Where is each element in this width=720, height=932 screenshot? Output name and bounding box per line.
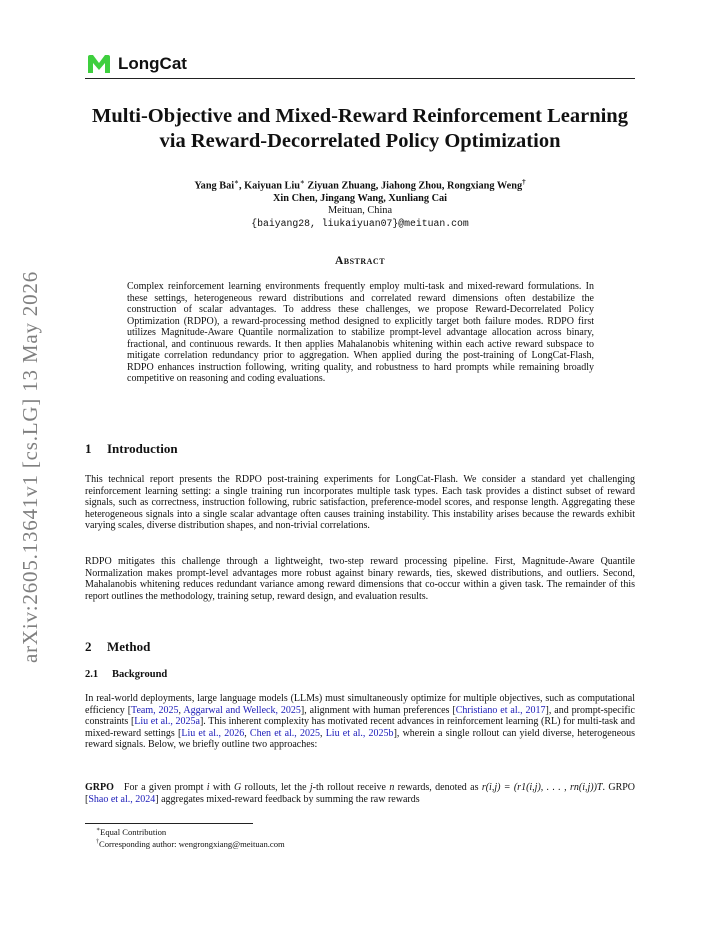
longcat-logo-icon	[86, 54, 112, 74]
logo-text: LongCat	[118, 54, 187, 73]
citation-link[interactable]: Shao et al., 2024	[88, 793, 156, 805]
arxiv-stamp: arXiv:2605.13641v1 [cs.LG] 13 May 2026	[18, 271, 42, 664]
author-block	[85, 176, 635, 230]
citation-link[interactable]: Chen et al., 2025	[249, 727, 320, 739]
citation-link[interactable]: Christiano et al., 2017	[455, 704, 546, 716]
title-line-1: Multi-Objective and Mixed-Reward Reinforcement Learning	[92, 105, 628, 127]
citation-link[interactable]: Team, 2025	[131, 704, 179, 716]
author-line-2: Xin Chen, Jingang Wang, Xunliang Cai	[272, 192, 448, 204]
footnote-corresponding-author: †Corresponding author: wengrongxiang@meituan.com	[96, 838, 285, 849]
section-heading-introduction: 1 Introduction	[85, 441, 178, 456]
affiliation: Meituan, China	[327, 205, 393, 217]
email: {baiyang28, liukaiyuan07}@meituan.com	[251, 217, 469, 229]
citation-link[interactable]: Liu et al., 2026	[181, 727, 245, 739]
reward-vector-formula: r(i,j) = (r1(i,j), . . . , rn(i,j))T	[481, 782, 603, 793]
footnote-equal-contribution: ∗Equal Contribution	[96, 826, 167, 837]
section-heading-method: 2 Method	[85, 639, 151, 654]
page-header	[85, 52, 635, 79]
grpo-label: GRPO	[85, 782, 114, 793]
abstract-heading: Abstract	[334, 255, 386, 267]
title-line-2: via Reward-Decorrelated Policy Optimization	[159, 130, 561, 152]
author-line-1: Yang Bai∗, Kaiyuan Liu∗ Ziyuan Zhuang, Jiahong Zhou, Rongxiang Weng†	[194, 178, 526, 192]
citation-link[interactable]: Liu et al., 2025a	[134, 716, 200, 727]
grpo-paragraph: GRPO For a given prompt i with G rollouts, let the j-th rollout receive n rewards, denoted as r(i,j) = (r1(i,j), . . . , rn(i,j))T. GRPO [Shao et al., 2024] aggregates mixed-reward feedback by summing the raw rewards	[85, 782, 636, 805]
footnote-rule	[85, 823, 253, 824]
intro-paragraph-1: This technical report presents the RDPO post-training experiments for LongCat-Flash. We consider a standard yet challenging reinforcement learning setting: a single training run incorporates multiple task types. Each task provides a distinct subset of reward signals, such as correctness, instruction following, rubric satisfaction, preference-model scores, and response length. Aggregating these heterogeneous signals into a single scalar advantage often causes training instability. This instability arises because the rewards exhibit varying scales, diverse distribution shapes, and non-trivial correlations.	[85, 474, 635, 531]
subsection-heading-background: 2.1 Background	[85, 669, 168, 680]
background-paragraph: In real-world deployments, large language models (LLMs) must simultaneously optimize for multiple objectives, such as computational efficiency [Team, 2025, Aggarwal and Welleck, 2025], alignment with human preferences [Christiano et al., 2017], and prompt-specific constraints [Liu et al., 2025a]. This inherent complexity has motivated recent advances in reinforcement learning (RL) for multi-task and mixed-reward settings [Liu et al., 2026, Chen et al., 2025, Liu et al., 2025b], wherein a single rollout can yield diverse, heterogeneous reward signals. Below, we briefly outline two approaches:	[85, 693, 636, 750]
abstract-body: Complex reinforcement learning environments frequently employ multi-task and mixed-reward formulations. In these settings, heterogeneous reward distributions and correlated reward dimensions often destabilize the construction of scalar advantages. To address these challenges, we propose Reward-Decorrelated Policy Optimization (RDPO), a reward-processing method designed to explicitly target both failure modes. RDPO first utilizes Magnitude-Aware Quantile normalization to stabilize prompt-level advantage allocation across binary, fractional, and continuous rewards. It then applies Mahalanobis whitening within each active reward subspace to mitigate correlation redundancy prior to aggregation. When applied during the post-training of LongCat-Flash, RDPO enhances instruction following, writing quality, and robustness to hard prompts while remaining broadly competitive on reasoning and coding evaluations.	[127, 281, 594, 384]
intro-paragraph-2: RDPO mitigates this challenge through a lightweight, two-step reward processing pipeline. First, Magnitude-Aware Quantile Normalization makes prompt-level advantages more robust against binary rewards, ties, skewed distributions, and outliers. Second, Mahalanobis whitening reduces redundant variance among reward dimensions that co-occur within a given task. The remainder of this report outlines the methodology, training setup, reward design, and evaluation results.	[85, 556, 635, 602]
citation-link[interactable]: Liu et al., 2025b	[325, 727, 394, 739]
paper-title	[85, 104, 635, 154]
citation-link[interactable]: Aggarwal and Welleck, 2025	[183, 704, 301, 716]
